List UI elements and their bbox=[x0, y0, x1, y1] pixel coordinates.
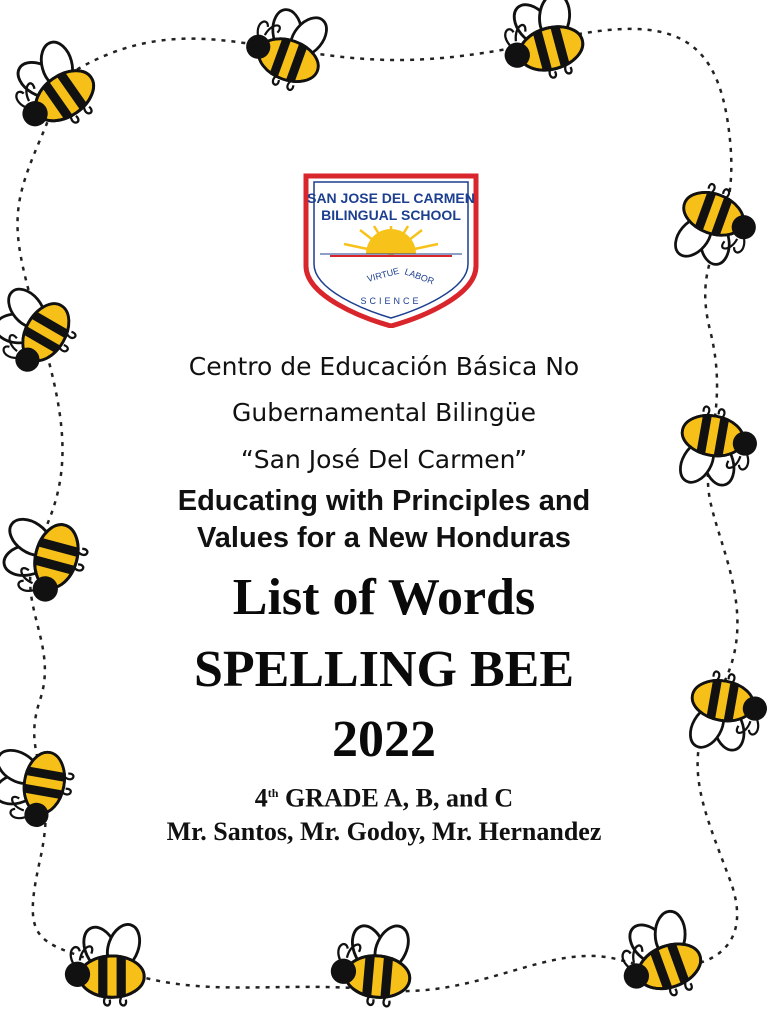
document-title-line-2: SPELLING BEE bbox=[193, 641, 575, 698]
school-crest-logo bbox=[300, 146, 482, 328]
grade-line bbox=[0, 776, 768, 816]
school-name-line-1: Centro de Educación Básica No bbox=[188, 352, 580, 381]
school-name-line-3: “San José Del Carmen” bbox=[240, 445, 528, 474]
document-title-year: 2022 bbox=[332, 711, 436, 768]
svg-text:LABOR: LABOR bbox=[403, 266, 436, 287]
svg-text:SAN JOSE DEL CARMEN: SAN JOSE DEL CARMEN bbox=[307, 190, 475, 206]
svg-text:VIRTUE: VIRTUE bbox=[365, 265, 401, 284]
grade-suffix: th bbox=[267, 786, 279, 800]
motto-line-2: Values for a New Honduras bbox=[197, 522, 571, 554]
document-title-line-1: List of Words bbox=[232, 569, 536, 626]
school-name-line-2: Gubernamental Bilingüe bbox=[232, 398, 536, 427]
svg-text:SCIENCE: SCIENCE bbox=[360, 296, 422, 306]
teachers-line: Mr. Santos, Mr. Godoy, Mr. Hernandez bbox=[166, 817, 602, 846]
motto-line-1: Educating with Principles and bbox=[177, 485, 591, 517]
grade-text: GRADE A, B, and C bbox=[278, 783, 514, 813]
grade-number: 4 bbox=[254, 783, 268, 813]
svg-text:BILINGUAL SCHOOL: BILINGUAL SCHOOL bbox=[321, 207, 461, 223]
